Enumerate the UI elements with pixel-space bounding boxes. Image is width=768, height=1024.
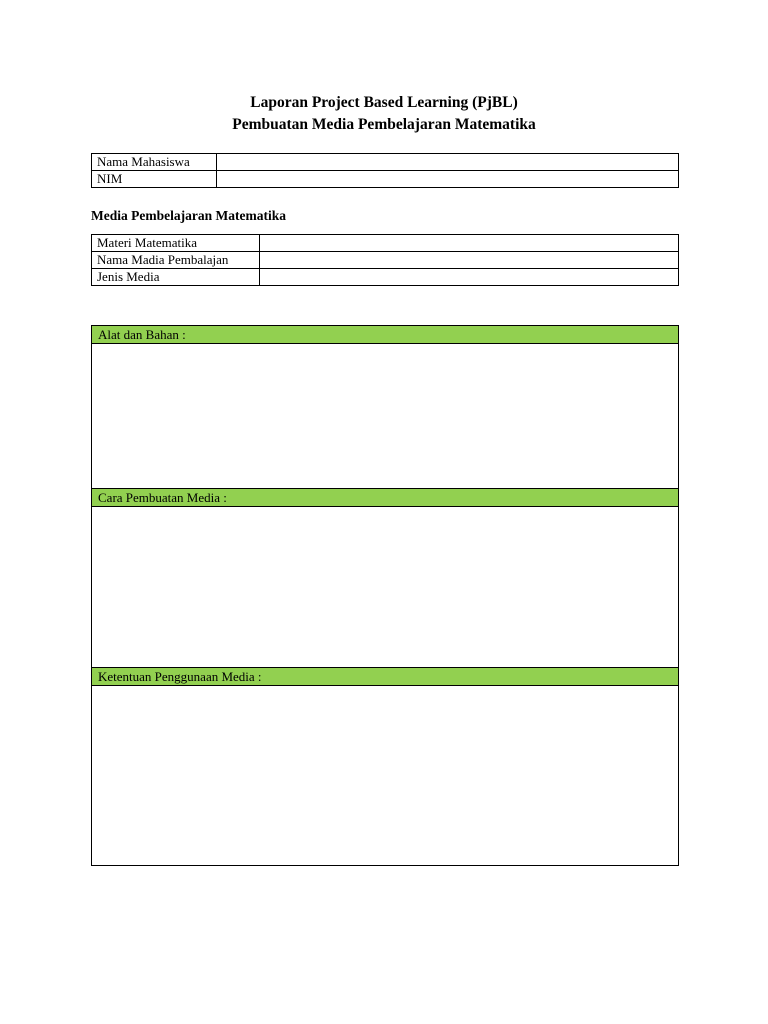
student-id-field[interactable] bbox=[217, 171, 679, 188]
usage-rules-section bbox=[91, 667, 679, 866]
student-info-table bbox=[91, 153, 679, 188]
creation-steps-field[interactable] bbox=[91, 507, 679, 668]
table-row bbox=[92, 269, 679, 286]
media-name-field[interactable] bbox=[260, 252, 679, 269]
math-material-label: Materi Matematika bbox=[92, 235, 260, 252]
table-row bbox=[92, 154, 679, 171]
table-row bbox=[92, 252, 679, 269]
math-material-field[interactable] bbox=[260, 235, 679, 252]
student-name-label: Nama Mahasiswa bbox=[92, 154, 217, 171]
tools-materials-field[interactable] bbox=[91, 344, 679, 488]
student-name-field[interactable] bbox=[217, 154, 679, 171]
student-id-label: NIM bbox=[92, 171, 217, 188]
table-row bbox=[92, 235, 679, 252]
table-row bbox=[92, 171, 679, 188]
tools-materials-section bbox=[91, 325, 679, 488]
media-section-heading: Media Pembelajaran Matematika bbox=[91, 208, 286, 223]
tools-materials-heading: Alat dan Bahan : bbox=[91, 325, 679, 344]
media-name-label: Nama Madia Pembalajan bbox=[92, 252, 260, 269]
creation-steps-section bbox=[91, 488, 679, 668]
creation-steps-heading: Cara Pembuatan Media : bbox=[91, 488, 679, 507]
media-type-field[interactable] bbox=[260, 269, 679, 286]
document-title: Laporan Project Based Learning (PjBL) bbox=[250, 94, 518, 111]
media-type-label: Jenis Media bbox=[92, 269, 260, 286]
usage-rules-field[interactable] bbox=[91, 686, 679, 866]
document-subtitle: Pembuatan Media Pembelajaran Matematika bbox=[232, 116, 536, 133]
media-info-table bbox=[91, 234, 679, 286]
usage-rules-heading: Ketentuan Penggunaan Media : bbox=[91, 667, 679, 686]
